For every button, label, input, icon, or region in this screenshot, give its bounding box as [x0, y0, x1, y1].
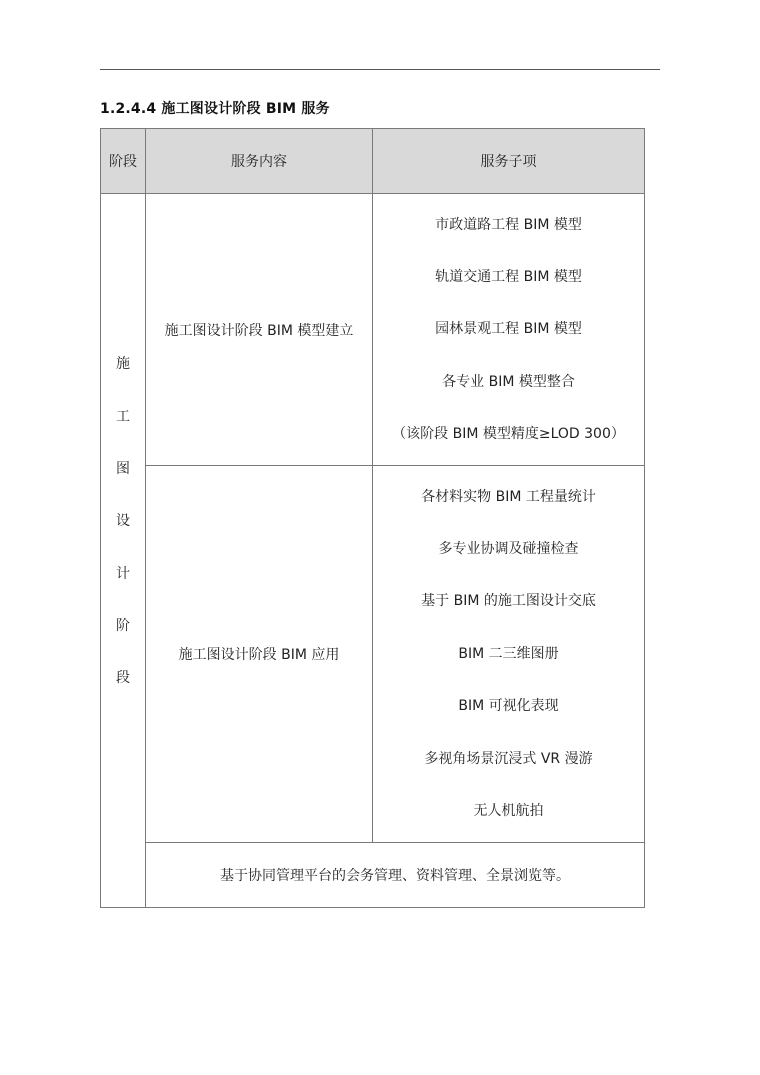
header-stage: 阶段: [101, 129, 146, 194]
header-content: 服务内容: [146, 129, 373, 194]
subitem: 多专业协调及碰撞检查: [438, 541, 579, 558]
subitem-list: [373, 199, 644, 461]
footer-row-cell: 基于协同管理平台的会务管理、资料管理、全景浏览等。: [146, 843, 645, 908]
stage-char: 施: [116, 356, 130, 373]
section-heading: 1.2.4.4 施工图设计阶段 BIM 服务: [100, 101, 330, 117]
header-subitems: 服务子项: [373, 129, 645, 194]
table-row: [101, 194, 645, 466]
subitem: （该阶段 BIM 模型精度≥LOD 300）: [392, 426, 625, 443]
stage-char: 设: [116, 513, 130, 530]
subitems-cell-model: [373, 194, 645, 466]
subitem: 无人机航拍: [473, 802, 544, 819]
stage-cell: [101, 194, 146, 908]
stage-char: 计: [116, 565, 130, 582]
content-cell-model: 施工图设计阶段 BIM 模型建立: [146, 194, 373, 466]
table-row: [101, 466, 645, 843]
stage-char: 段: [116, 670, 130, 687]
header-rule: [100, 69, 660, 70]
subitems-cell-application: [373, 466, 645, 843]
stage-char: 阶: [116, 618, 130, 635]
content-cell-application: 施工图设计阶段 BIM 应用: [146, 466, 373, 843]
subitem: 园林景观工程 BIM 模型: [435, 321, 582, 338]
subitem: 各材料实物 BIM 工程量统计: [421, 488, 596, 505]
stage-vertical-text: [101, 336, 145, 705]
subitem-list: [373, 471, 644, 838]
subitem: BIM 可视化表现: [458, 698, 559, 715]
subitem: 多视角场景沉浸式 VR 漫游: [424, 750, 593, 767]
subitem: 轨道交通工程 BIM 模型: [435, 268, 582, 285]
stage-char: 图: [116, 460, 130, 477]
stage-char: 工: [116, 408, 130, 425]
table-row: [101, 843, 645, 908]
subitem: 基于 BIM 的施工图设计交底: [421, 593, 596, 610]
subitem: 市政道路工程 BIM 模型: [435, 216, 582, 233]
table-header-row: [101, 129, 645, 194]
subitem: 各专业 BIM 模型整合: [442, 373, 575, 390]
bim-service-table: [100, 128, 645, 908]
subitem: BIM 二三维图册: [458, 645, 559, 662]
